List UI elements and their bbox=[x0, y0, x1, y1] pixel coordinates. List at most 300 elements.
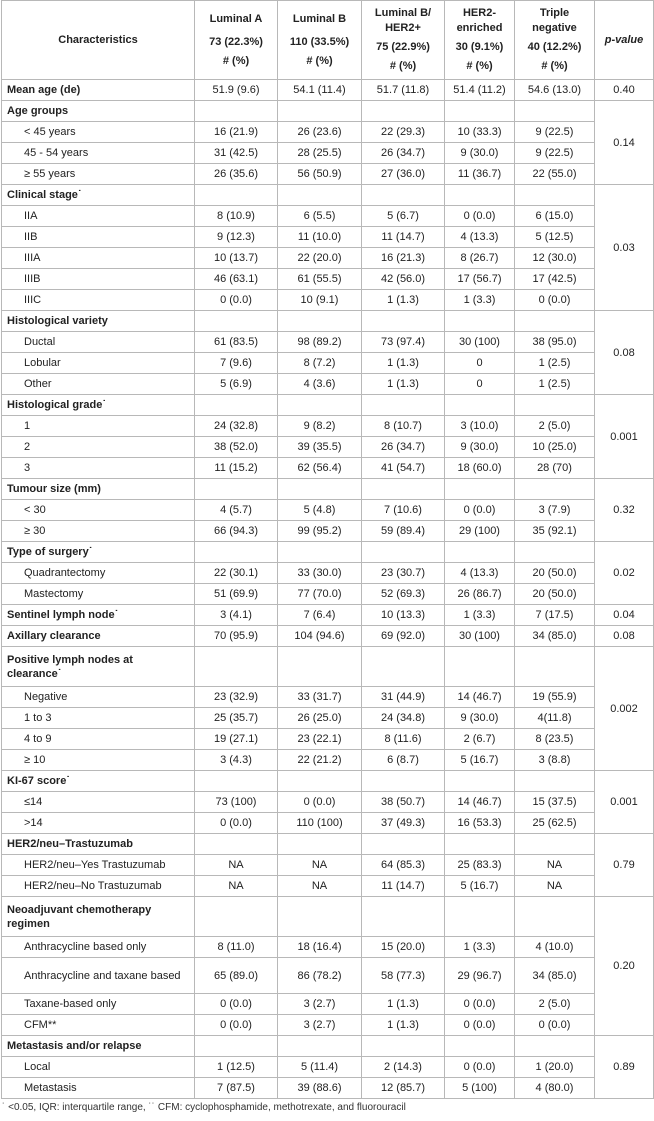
row-label: Quadrantectomy bbox=[2, 563, 195, 584]
cell-value: 9 (30.0) bbox=[445, 437, 515, 458]
table-row bbox=[2, 458, 654, 479]
cell-value: 9 (30.0) bbox=[445, 143, 515, 164]
cell-empty bbox=[278, 834, 362, 855]
cell-value: 7 (10.6) bbox=[362, 500, 445, 521]
cell-empty bbox=[515, 395, 595, 416]
cell-empty bbox=[195, 101, 278, 122]
table-body bbox=[2, 80, 654, 1099]
cell-value: 2 (6.7) bbox=[445, 729, 515, 750]
cell-value: 0 (0.0) bbox=[195, 1015, 278, 1036]
section-header-row bbox=[2, 771, 654, 792]
cell-value: 2 (14.3) bbox=[362, 1057, 445, 1078]
cell-value: 35 (92.1) bbox=[515, 521, 595, 542]
cell-value: 0 (0.0) bbox=[195, 994, 278, 1015]
table-row bbox=[2, 1078, 654, 1099]
cell-empty bbox=[445, 185, 515, 206]
header-row bbox=[2, 1, 654, 80]
row-label: >14 bbox=[2, 813, 195, 834]
cell-empty bbox=[445, 479, 515, 500]
cell-value: 4 (5.7) bbox=[195, 500, 278, 521]
cell-value: 12 (30.0) bbox=[515, 248, 595, 269]
cell-empty bbox=[445, 542, 515, 563]
cell-value: 1 (12.5) bbox=[195, 1057, 278, 1078]
cell-value: NA bbox=[515, 855, 595, 876]
cell-value: 1 (2.5) bbox=[515, 353, 595, 374]
cell-empty bbox=[278, 395, 362, 416]
cell-value: 26 (35.6) bbox=[195, 164, 278, 185]
cell-empty bbox=[515, 311, 595, 332]
row-label: Lobular bbox=[2, 353, 195, 374]
cell-empty bbox=[362, 479, 445, 500]
cell-value: 28 (70) bbox=[515, 458, 595, 479]
cell-value: 8 (10.7) bbox=[362, 416, 445, 437]
cell-value: 0 (0.0) bbox=[195, 813, 278, 834]
table-row bbox=[2, 792, 654, 813]
cell-value: 2 (5.0) bbox=[515, 994, 595, 1015]
p-value: 0.04 bbox=[595, 605, 654, 626]
cell-value: 54.1 (11.4) bbox=[278, 80, 362, 101]
table-row bbox=[2, 248, 654, 269]
group-unit: # (%) bbox=[306, 54, 333, 67]
cell-value: 14 (46.7) bbox=[445, 792, 515, 813]
row-label: Anthracycline based only bbox=[2, 937, 195, 958]
group-name: Luminal B bbox=[292, 12, 347, 25]
cell-value: 4 (13.3) bbox=[445, 563, 515, 584]
cell-empty bbox=[195, 897, 278, 937]
cell-value: 8 (26.7) bbox=[445, 248, 515, 269]
cell-value: 51.4 (11.2) bbox=[445, 80, 515, 101]
cell-empty bbox=[515, 542, 595, 563]
cell-value: 19 (27.1) bbox=[195, 729, 278, 750]
table-row bbox=[2, 437, 654, 458]
cell-value: 30 (100) bbox=[445, 626, 515, 647]
cell-empty bbox=[515, 771, 595, 792]
cell-value: 99 (95.2) bbox=[278, 521, 362, 542]
cell-empty bbox=[195, 1036, 278, 1057]
row-label: 1 bbox=[2, 416, 195, 437]
cell-value: 39 (88.6) bbox=[278, 1078, 362, 1099]
cell-value: 5 (12.5) bbox=[515, 227, 595, 248]
section-title: Histological grade˙ bbox=[2, 395, 195, 416]
cell-value: 0 (0.0) bbox=[445, 206, 515, 227]
row-label: ≥ 30 bbox=[2, 521, 195, 542]
table-footnote: ˙ <0.05, IQR: interquartile range, ˙˙ CFM: cyclophosphamide, methotrexate, and fluorouracil bbox=[2, 1102, 406, 1113]
cell-empty bbox=[362, 311, 445, 332]
cell-value: NA bbox=[515, 876, 595, 897]
section-title: Neoadjuvant chemotherapy regimen bbox=[2, 897, 195, 937]
cell-value: 1 (3.3) bbox=[445, 290, 515, 311]
p-value: 0.40 bbox=[595, 80, 654, 101]
cell-value: 10 (9.1) bbox=[278, 290, 362, 311]
cell-value: 17 (42.5) bbox=[515, 269, 595, 290]
cell-value: 73 (100) bbox=[195, 792, 278, 813]
cell-value: 11 (14.7) bbox=[362, 227, 445, 248]
cell-value: 4 (10.0) bbox=[515, 937, 595, 958]
cell-value: 61 (55.5) bbox=[278, 269, 362, 290]
cell-empty bbox=[515, 185, 595, 206]
row-label: Taxane-based only bbox=[2, 994, 195, 1015]
section-header-row bbox=[2, 311, 654, 332]
cell-value: 65 (89.0) bbox=[195, 958, 278, 994]
section-header-row bbox=[2, 185, 654, 206]
cell-value: 33 (31.7) bbox=[278, 687, 362, 708]
cell-value: 16 (21.9) bbox=[195, 122, 278, 143]
section-header-row bbox=[2, 542, 654, 563]
cell-empty bbox=[195, 542, 278, 563]
section-header-row bbox=[2, 647, 654, 687]
row-label: 2 bbox=[2, 437, 195, 458]
cell-value: 28 (25.5) bbox=[278, 143, 362, 164]
cell-empty bbox=[278, 479, 362, 500]
cell-empty bbox=[278, 542, 362, 563]
cell-value: 23 (22.1) bbox=[278, 729, 362, 750]
col-header-group bbox=[362, 1, 445, 80]
col-header-group bbox=[278, 1, 362, 80]
cell-value: 39 (35.5) bbox=[278, 437, 362, 458]
cell-empty bbox=[278, 311, 362, 332]
row-label: 1 to 3 bbox=[2, 708, 195, 729]
cell-value: 34 (85.0) bbox=[515, 958, 595, 994]
cell-empty bbox=[362, 101, 445, 122]
cell-value: 5 (11.4) bbox=[278, 1057, 362, 1078]
row-label: HER2/neu–Yes Trastuzumab bbox=[2, 855, 195, 876]
cell-value: 0 (0.0) bbox=[515, 1015, 595, 1036]
cell-value: 14 (46.7) bbox=[445, 687, 515, 708]
cell-empty bbox=[195, 185, 278, 206]
cell-value: 29 (96.7) bbox=[445, 958, 515, 994]
group-unit: # (%) bbox=[541, 60, 568, 72]
cell-value: 51 (69.9) bbox=[195, 584, 278, 605]
table-row bbox=[2, 290, 654, 311]
cell-value: 25 (83.3) bbox=[445, 855, 515, 876]
p-value: 0.14 bbox=[595, 101, 654, 185]
cell-value: 22 (55.0) bbox=[515, 164, 595, 185]
cell-empty bbox=[445, 647, 515, 687]
characteristics-table bbox=[1, 0, 654, 1099]
cell-value: 11 (36.7) bbox=[445, 164, 515, 185]
row-label: Anthracycline and taxane based bbox=[2, 958, 195, 994]
group-name: Luminal B/ HER2+ bbox=[374, 7, 432, 34]
col-header-pvalue: p-value bbox=[595, 1, 654, 80]
cell-empty bbox=[362, 542, 445, 563]
cell-value: 1 (2.5) bbox=[515, 374, 595, 395]
row-label: Other bbox=[2, 374, 195, 395]
row-label: CFM** bbox=[2, 1015, 195, 1036]
group-name: Triple negative bbox=[532, 7, 577, 34]
cell-value: 6 (5.5) bbox=[278, 206, 362, 227]
group-name: Luminal A bbox=[209, 12, 263, 25]
cell-value: 18 (16.4) bbox=[278, 937, 362, 958]
cell-value: 73 (97.4) bbox=[362, 332, 445, 353]
section-title: Clinical stage˙ bbox=[2, 185, 195, 206]
cell-value: 4 (3.6) bbox=[278, 374, 362, 395]
table-row bbox=[2, 584, 654, 605]
row-label: Local bbox=[2, 1057, 195, 1078]
section-title: Histological variety bbox=[2, 311, 195, 332]
cell-value: 42 (56.0) bbox=[362, 269, 445, 290]
p-value: 0.002 bbox=[595, 647, 654, 771]
col-header-characteristics: Characteristics bbox=[2, 1, 195, 80]
cell-value: 0 bbox=[445, 374, 515, 395]
cell-value: 22 (30.1) bbox=[195, 563, 278, 584]
cell-empty bbox=[278, 101, 362, 122]
group-unit: # (%) bbox=[466, 60, 493, 72]
cell-value: 16 (21.3) bbox=[362, 248, 445, 269]
group-n: 110 (33.5%) bbox=[289, 35, 350, 48]
row-label: IIIA bbox=[2, 248, 195, 269]
cell-empty bbox=[445, 1036, 515, 1057]
table-row bbox=[2, 1057, 654, 1078]
cell-empty bbox=[278, 771, 362, 792]
section-title: Tumour size (mm) bbox=[2, 479, 195, 500]
table-row bbox=[2, 813, 654, 834]
cell-value: NA bbox=[195, 876, 278, 897]
cell-value: 7 (9.6) bbox=[195, 353, 278, 374]
table-row bbox=[2, 269, 654, 290]
cell-value: 0 (0.0) bbox=[445, 1057, 515, 1078]
cell-value: 9 (22.5) bbox=[515, 122, 595, 143]
cell-value: 22 (29.3) bbox=[362, 122, 445, 143]
col-header-group bbox=[195, 1, 278, 80]
cell-value: 1 (1.3) bbox=[362, 353, 445, 374]
table-row bbox=[2, 80, 654, 101]
table-row bbox=[2, 994, 654, 1015]
p-value: 0.001 bbox=[595, 771, 654, 834]
p-value: 0.32 bbox=[595, 479, 654, 542]
cell-empty bbox=[445, 311, 515, 332]
cell-value: 20 (50.0) bbox=[515, 584, 595, 605]
cell-value: 23 (30.7) bbox=[362, 563, 445, 584]
cell-value: 3 (7.9) bbox=[515, 500, 595, 521]
table-row bbox=[2, 708, 654, 729]
table-row bbox=[2, 416, 654, 437]
cell-value: 7 (6.4) bbox=[278, 605, 362, 626]
table-row bbox=[2, 122, 654, 143]
cell-empty bbox=[515, 834, 595, 855]
cell-value: 0 (0.0) bbox=[445, 500, 515, 521]
cell-value: 25 (62.5) bbox=[515, 813, 595, 834]
cell-value: 1 (20.0) bbox=[515, 1057, 595, 1078]
p-value: 0.001 bbox=[595, 395, 654, 479]
cell-empty bbox=[278, 897, 362, 937]
cell-value: 19 (55.9) bbox=[515, 687, 595, 708]
cell-value: 10 (25.0) bbox=[515, 437, 595, 458]
section-header-row bbox=[2, 834, 654, 855]
cell-value: 4 (13.3) bbox=[445, 227, 515, 248]
cell-value: 33 (30.0) bbox=[278, 563, 362, 584]
cell-value: 3 (4.3) bbox=[195, 750, 278, 771]
group-n: 30 (9.1%) bbox=[455, 41, 504, 53]
cell-value: 38 (95.0) bbox=[515, 332, 595, 353]
cell-value: 7 (87.5) bbox=[195, 1078, 278, 1099]
table-row bbox=[2, 605, 654, 626]
cell-value: 0 (0.0) bbox=[515, 290, 595, 311]
cell-value: 26 (34.7) bbox=[362, 437, 445, 458]
table-row bbox=[2, 563, 654, 584]
table-row bbox=[2, 958, 654, 994]
cell-value: 56 (50.9) bbox=[278, 164, 362, 185]
cell-value: 41 (54.7) bbox=[362, 458, 445, 479]
cell-value: 17 (56.7) bbox=[445, 269, 515, 290]
group-n: 40 (12.2%) bbox=[527, 41, 582, 53]
group-n: 73 (22.3%) bbox=[209, 35, 263, 48]
cell-value: 27 (36.0) bbox=[362, 164, 445, 185]
cell-value: 24 (32.8) bbox=[195, 416, 278, 437]
col-header-group bbox=[445, 1, 515, 80]
table-row bbox=[2, 687, 654, 708]
cell-value: 46 (63.1) bbox=[195, 269, 278, 290]
row-label: Axillary clearance bbox=[2, 626, 195, 647]
cell-value: 8 (11.6) bbox=[362, 729, 445, 750]
row-label: IIB bbox=[2, 227, 195, 248]
section-header-row bbox=[2, 479, 654, 500]
cell-value: 10 (13.3) bbox=[362, 605, 445, 626]
row-label: Mean age (de) bbox=[2, 80, 195, 101]
cell-value: 26 (25.0) bbox=[278, 708, 362, 729]
cell-value: 22 (21.2) bbox=[278, 750, 362, 771]
cell-value: 52 (69.3) bbox=[362, 584, 445, 605]
cell-value: 9 (8.2) bbox=[278, 416, 362, 437]
section-title: Type of surgery˙ bbox=[2, 542, 195, 563]
cell-empty bbox=[362, 647, 445, 687]
group-unit: # (%) bbox=[222, 54, 250, 67]
cell-empty bbox=[445, 771, 515, 792]
row-label: ≥ 10 bbox=[2, 750, 195, 771]
table-row bbox=[2, 332, 654, 353]
cell-value: 1 (1.3) bbox=[362, 994, 445, 1015]
cell-value: NA bbox=[195, 855, 278, 876]
table-row bbox=[2, 164, 654, 185]
cell-empty bbox=[515, 1036, 595, 1057]
cell-value: 1 (3.3) bbox=[445, 605, 515, 626]
row-label: IIIB bbox=[2, 269, 195, 290]
cell-value: 51.9 (9.6) bbox=[195, 80, 278, 101]
cell-value: 15 (20.0) bbox=[362, 937, 445, 958]
cell-empty bbox=[195, 395, 278, 416]
p-value: 0.08 bbox=[595, 626, 654, 647]
cell-empty bbox=[515, 479, 595, 500]
cell-value: 58 (77.3) bbox=[362, 958, 445, 994]
cell-value: 7 (17.5) bbox=[515, 605, 595, 626]
cell-value: 5 (4.8) bbox=[278, 500, 362, 521]
cell-value: 37 (49.3) bbox=[362, 813, 445, 834]
cell-value: 5 (100) bbox=[445, 1078, 515, 1099]
table-row bbox=[2, 855, 654, 876]
row-label: < 45 years bbox=[2, 122, 195, 143]
cell-empty bbox=[362, 185, 445, 206]
section-header-row bbox=[2, 395, 654, 416]
cell-value: 11 (15.2) bbox=[195, 458, 278, 479]
row-label: Mastectomy bbox=[2, 584, 195, 605]
cell-value: 15 (37.5) bbox=[515, 792, 595, 813]
cell-value: 1 (1.3) bbox=[362, 374, 445, 395]
cell-empty bbox=[445, 834, 515, 855]
cell-value: 64 (85.3) bbox=[362, 855, 445, 876]
cell-value: 26 (23.6) bbox=[278, 122, 362, 143]
cell-value: 61 (83.5) bbox=[195, 332, 278, 353]
p-value: 0.89 bbox=[595, 1036, 654, 1099]
cell-value: 11 (14.7) bbox=[362, 876, 445, 897]
section-header-row bbox=[2, 1036, 654, 1057]
cell-empty bbox=[515, 101, 595, 122]
table-row bbox=[2, 876, 654, 897]
p-value: 0.20 bbox=[595, 897, 654, 1036]
cell-empty bbox=[515, 897, 595, 937]
row-label: IIIC bbox=[2, 290, 195, 311]
cell-value: 86 (78.2) bbox=[278, 958, 362, 994]
cell-value: 12 (85.7) bbox=[362, 1078, 445, 1099]
row-label: Ductal bbox=[2, 332, 195, 353]
cell-value: 31 (44.9) bbox=[362, 687, 445, 708]
cell-value: 4(11.8) bbox=[515, 708, 595, 729]
cell-value: 6 (8.7) bbox=[362, 750, 445, 771]
table-row bbox=[2, 206, 654, 227]
row-label: Negative bbox=[2, 687, 195, 708]
group-unit: # (%) bbox=[389, 60, 417, 72]
cell-value: 59 (89.4) bbox=[362, 521, 445, 542]
section-title: Metastasis and/or relapse bbox=[2, 1036, 195, 1057]
cell-value: 26 (86.7) bbox=[445, 584, 515, 605]
cell-empty bbox=[278, 185, 362, 206]
cell-value: 77 (70.0) bbox=[278, 584, 362, 605]
table-row bbox=[2, 143, 654, 164]
cell-value: 8 (11.0) bbox=[195, 937, 278, 958]
cell-empty bbox=[278, 647, 362, 687]
section-title: Positive lymph nodes at clearance˙ bbox=[2, 647, 195, 687]
p-value: 0.03 bbox=[595, 185, 654, 311]
cell-empty bbox=[195, 479, 278, 500]
row-label: 45 - 54 years bbox=[2, 143, 195, 164]
cell-value: 70 (95.9) bbox=[195, 626, 278, 647]
cell-empty bbox=[195, 771, 278, 792]
cell-value: 5 (6.9) bbox=[195, 374, 278, 395]
cell-value: 1 (3.3) bbox=[445, 937, 515, 958]
col-header-group bbox=[515, 1, 595, 80]
cell-value: 69 (92.0) bbox=[362, 626, 445, 647]
cell-value: 110 (100) bbox=[278, 813, 362, 834]
cell-value: 3 (2.7) bbox=[278, 1015, 362, 1036]
cell-value: 6 (15.0) bbox=[515, 206, 595, 227]
table-row bbox=[2, 750, 654, 771]
cell-value: 9 (30.0) bbox=[445, 708, 515, 729]
cell-value: 31 (42.5) bbox=[195, 143, 278, 164]
cell-empty bbox=[445, 395, 515, 416]
cell-empty bbox=[362, 897, 445, 937]
cell-value: 10 (13.7) bbox=[195, 248, 278, 269]
cell-empty bbox=[445, 101, 515, 122]
cell-value: 2 (5.0) bbox=[515, 416, 595, 437]
cell-value: NA bbox=[278, 855, 362, 876]
p-value: 0.02 bbox=[595, 542, 654, 605]
row-label: IIA bbox=[2, 206, 195, 227]
cell-value: 3 (8.8) bbox=[515, 750, 595, 771]
cell-value: 104 (94.6) bbox=[278, 626, 362, 647]
cell-value: 11 (10.0) bbox=[278, 227, 362, 248]
cell-value: 0 (0.0) bbox=[445, 1015, 515, 1036]
table-row bbox=[2, 626, 654, 647]
row-label: 3 bbox=[2, 458, 195, 479]
cell-empty bbox=[515, 647, 595, 687]
cell-empty bbox=[362, 771, 445, 792]
table-row bbox=[2, 374, 654, 395]
cell-value: 8 (7.2) bbox=[278, 353, 362, 374]
cell-value: 0 (0.0) bbox=[445, 994, 515, 1015]
section-header-row bbox=[2, 101, 654, 122]
row-label: HER2/neu–No Trastuzumab bbox=[2, 876, 195, 897]
cell-value: NA bbox=[278, 876, 362, 897]
cell-empty bbox=[195, 834, 278, 855]
table-row bbox=[2, 227, 654, 248]
